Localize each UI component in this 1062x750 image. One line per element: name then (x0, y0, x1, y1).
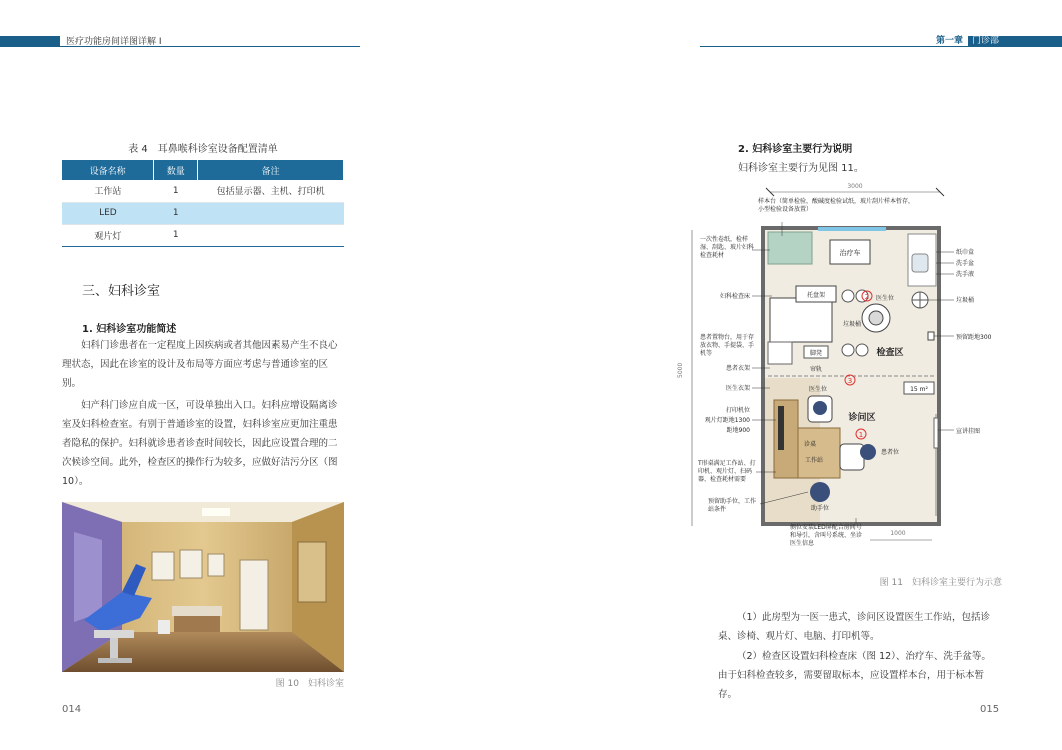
table-cell: 观片灯 (62, 224, 154, 246)
figure-caption: 图 11 妇科诊室主要行为示意 (879, 578, 1002, 588)
marker-1: 1 (858, 431, 864, 439)
plan-tray-label: 托盘架 (806, 292, 826, 299)
subsection-title: 1. 妇科诊室功能简述 (82, 324, 177, 335)
clinic-photo (62, 502, 344, 672)
intro-text: 妇科诊室主要行为见图 11。 (738, 163, 864, 174)
table-header-qty: 数量 (154, 160, 198, 180)
plan-stool: 脚凳 (809, 350, 823, 357)
page-number-right: 015 (980, 704, 1000, 715)
table-cell: 包括显示器、主机、打印机 (198, 180, 344, 202)
plan-doctor-seat: 医生位 (875, 295, 895, 302)
marker-3: 3 (847, 377, 853, 385)
label-exam-bed: 妇科检查床 (719, 293, 750, 300)
dim-top: 3000 (847, 183, 863, 190)
header-line-right (700, 46, 968, 47)
table-header-name: 设备名称 (62, 160, 154, 180)
label-patient-rack: 患者衣架 (725, 365, 750, 372)
label-disposables: 一次性卷纸，检样湿、刮匙、玻片妇科检查耗材 (700, 236, 755, 259)
label-printer: 打印机位 (725, 407, 750, 414)
section-label: 门诊部 (972, 36, 1000, 46)
plan-doctor-seat-2: 医生位 (808, 386, 828, 393)
subsection-title-right: 2. 妇科诊室主要行为说明 (738, 144, 853, 155)
plan-desk: 诊桌 (803, 441, 817, 448)
table-cell: 工作站 (62, 180, 154, 202)
label-height-900: 距地900 (726, 427, 750, 434)
table-cell: 1 (154, 202, 198, 224)
label-handwash: 洗手液 (956, 271, 975, 278)
paragraph: （1）此房型为一医一患式，诊问区设置医生工作站，包括诊桌、诊椅、观片灯、电脑、打印机等。 (718, 612, 991, 642)
chapter-label: 第一章 (936, 36, 964, 46)
label-trash: 垃圾桶 (956, 297, 975, 304)
label-viewer-height: 观片灯距地1300 (704, 417, 750, 424)
table-row (62, 224, 344, 246)
table-cell: 1 (154, 180, 198, 202)
section-title: 三、妇科诊室 (82, 284, 161, 299)
dim-door: 1000 (890, 530, 906, 537)
table-caption: 表 4 耳鼻喉科诊室设备配置清单 (128, 144, 278, 155)
label-sink: 洗手盆 (956, 260, 975, 267)
label-sample-table: 样本台（简单检验，酸碱度检验试纸，玻片刮片样本暂存，小型检验设备放置） (758, 198, 915, 213)
photo-caption: 图 10 妇科诊室 (275, 679, 344, 689)
header-bar-left (0, 36, 60, 47)
paragraph: （2）检查区设置妇科检查床（图 12）、治疗车、洗手盆等。由于妇科检查较多，需要留取标本，应设置样本台，用于标本暂存。 (718, 651, 991, 700)
label-patient-items: 患者置物台，用于存放衣物、手提袋、手机等 (700, 334, 755, 357)
plan-cart-label: 治疗车 (839, 249, 861, 257)
book-title: 医疗功能房间详图详解 I (66, 37, 162, 47)
floor-plan-figure (677, 178, 1010, 570)
label-tissue: 纸巾盒 (956, 249, 975, 256)
page-number-left: 014 (62, 704, 82, 715)
plan-assistant-seat: 助手位 (810, 505, 830, 512)
table-cell (198, 224, 344, 246)
label-poster: 宣讲挂图 (956, 428, 981, 435)
table-row (62, 180, 344, 202)
table-cell: 1 (154, 224, 198, 246)
paragraph: 妇科门诊患者在一定程度上因疾病或者其他因素易产生不良心理状态，因此在诊室的设计及布局等方面应考虑与普通诊室的区别。 (62, 340, 338, 389)
paragraph: 妇产科门诊应自成一区，可设单独出入口。妇科应增设隔离诊室及妇科检查室。有别于普通诊室的设置，妇科诊室应更加注重患者隐私的保护。妇科就诊患者诊查时间较长，因此应设置合理的二次候诊空间。此外，检查区的操作行为较多，应做好洁污分区（图 10）。 (62, 400, 338, 487)
table-row (62, 202, 344, 224)
plan-workstation: 工作站 (804, 457, 824, 464)
equipment-table (62, 160, 344, 247)
plan-trash-inner: 垃圾桶 (842, 321, 862, 328)
marker-2: 2 (864, 293, 870, 301)
label-led-screen: 侧位安装LED屏配合房间号和导引，含叫号系统、坐诊医生信息 (790, 524, 863, 547)
plan-area: 15 m² (910, 386, 928, 393)
label-reserve-assist: 预留助手位，工作站条件 (708, 498, 757, 513)
plan-consult-zone: 诊问区 (848, 413, 876, 423)
table-cell: LED (62, 202, 154, 224)
dim-side: 5000 (677, 362, 684, 378)
table-cell (198, 202, 344, 224)
label-t-desk: T形桌满足工作站、打印机、观片灯、扫码器、检查耗材需要 (698, 460, 756, 483)
label-socket: 预留距地300 (956, 334, 992, 341)
plan-exam-zone: 检查区 (876, 348, 904, 358)
table-header-note: 备注 (198, 160, 344, 180)
label-doctor-rack: 医生衣架 (725, 385, 750, 392)
plan-curtain: 帘轨 (809, 366, 823, 373)
plan-patient-seat: 患者位 (880, 449, 900, 456)
